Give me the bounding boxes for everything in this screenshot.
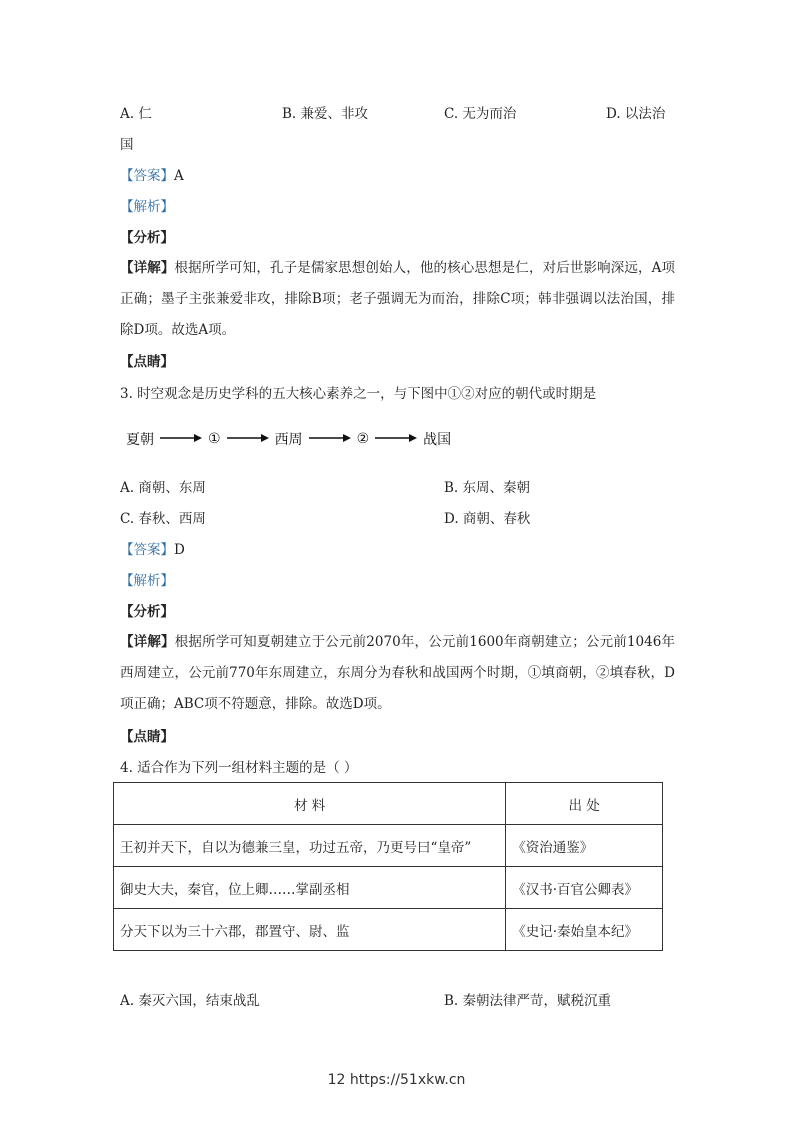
- page-footer: [0, 1072, 793, 1088]
- q2-option-c: C. 无为而治: [444, 106, 517, 122]
- q2-answer: [120, 164, 184, 184]
- timeline-node-zhanguo: 战国: [423, 432, 452, 448]
- answer-label: 【答案】: [120, 168, 174, 184]
- table-cell-material: 王初并天下，自以为德兼三皇，功过五帝，乃更号曰“皇帝”: [114, 825, 506, 867]
- table-header-row: [114, 783, 663, 825]
- detail-text: 根据所学可知夏朝建立于公元前2070年，公元前1600年商朝建立；公元前1046年西周建立，公元前770年东周建立，东周分为春秋和战国两个时期，①填商朝，②填春秋，D项正确；ABC项不符题意，排除。故选D项。: [120, 634, 675, 712]
- q3-timeline: [126, 428, 451, 450]
- q4-option-a: A. 秦灭六国，结束战乱: [120, 993, 260, 1009]
- arrow-right-icon: [309, 431, 351, 447]
- q3-stem: 3. 时空观念是历史学科的五大核心素养之一，与下图中①②对应的朝代或时期是: [120, 386, 597, 402]
- q3-jiexi-heading: 【解析】: [120, 573, 174, 589]
- detail-text: 根据所学可知，孔子是儒家思想创始人，他的核心思想是仁，对后世影响深远，A项正确；墨子主张兼爱非攻，排除B项；老子强调无为而治，排除C项；韩非强调以法治国，排除D项。故选A项。: [120, 260, 676, 338]
- footer-site-link[interactable]: https://51xkw.cn: [349, 1072, 466, 1088]
- q4-option-b: B. 秦朝法律严苛，赋税沉重: [444, 993, 612, 1009]
- q4-source-table: [113, 782, 663, 951]
- answer-value: D: [174, 542, 185, 558]
- answer-label: 【答案】: [120, 542, 174, 558]
- timeline-node-xizhou: 西周: [274, 432, 303, 448]
- timeline-node-2: ②: [356, 431, 370, 447]
- table-cell-source: 《汉书·百官公卿表》: [506, 867, 663, 909]
- arrow-right-icon: [375, 431, 417, 447]
- arrow-right-icon: [227, 431, 269, 447]
- q3-dianjing-heading: 【点睛】: [120, 729, 174, 745]
- detail-label: 【详解】: [120, 260, 175, 276]
- page-number: 12: [327, 1072, 346, 1088]
- q3-fenxi-heading: 【分析】: [120, 604, 174, 620]
- q3-answer: [120, 538, 185, 558]
- timeline-node-1: ①: [208, 431, 221, 447]
- q2-option-a: A. 仁: [120, 106, 152, 122]
- q2-fenxi-heading: 【分析】: [120, 230, 174, 246]
- table-row: [114, 909, 663, 951]
- q3-option-c: C. 春秋、西周: [120, 511, 206, 527]
- table-header-source: 出 处: [506, 783, 663, 825]
- q3-option-d: D. 商朝、春秋: [444, 511, 531, 527]
- table-header-material: 材 料: [114, 783, 506, 825]
- detail-label: 【详解】: [120, 634, 175, 650]
- answer-value: A: [174, 168, 184, 184]
- q2-option-b: B. 兼爱、非攻: [282, 106, 369, 122]
- timeline-node-xia: 夏朝: [126, 432, 154, 448]
- q2-option-d-wrap: 国: [120, 137, 134, 153]
- q4-stem: 4. 适合作为下列一组材料主题的是（ ）: [120, 760, 358, 776]
- q2-option-d: D. 以法治: [606, 106, 666, 122]
- table-cell-material: 分天下以为三十六郡，郡置守、尉、监: [114, 909, 506, 951]
- table-cell-source: 《资治通鉴》: [506, 825, 663, 867]
- q2-dianjing-heading: 【点睛】: [120, 354, 174, 370]
- table-row: [114, 825, 663, 867]
- q2-jiexi-heading: 【解析】: [120, 199, 174, 215]
- q2-detail: [120, 253, 675, 346]
- q3-detail: [120, 627, 675, 720]
- table-cell-source: 《史记·秦始皇本纪》: [506, 909, 663, 951]
- q3-option-b: B. 东周、秦朝: [444, 480, 531, 496]
- table-cell-material: 御史大夫，秦官，位上卿……掌副丞相: [114, 867, 506, 909]
- q3-option-a: A. 商朝、东周: [120, 480, 206, 496]
- arrow-right-icon: [160, 431, 202, 447]
- table-row: [114, 867, 663, 909]
